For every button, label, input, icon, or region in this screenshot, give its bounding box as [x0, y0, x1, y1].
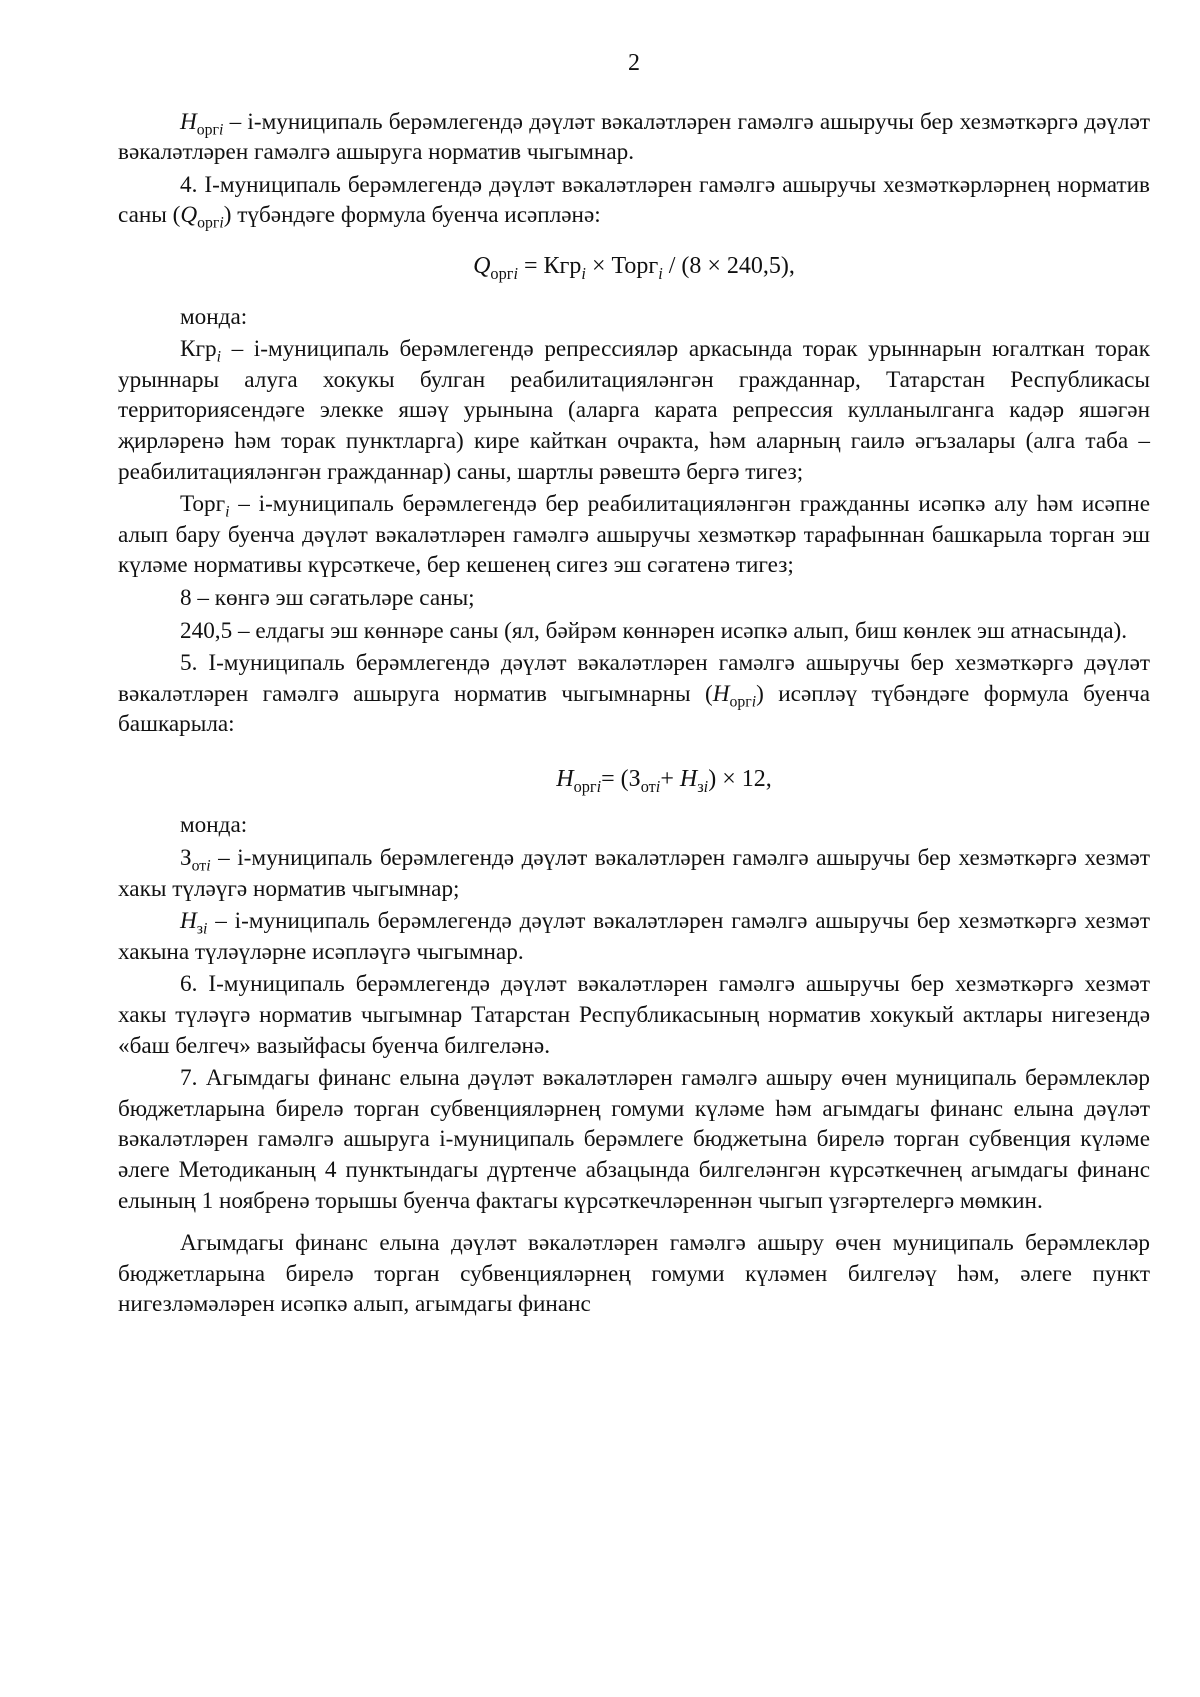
formula-q-org: $Q_{оргi} = Кгр_i$ × Торг$_i$ / (8 × 240,5),	[473, 252, 795, 283]
paragraph-item-7-continuation: Агымдагы финанс елына дәүләт вәкаләтләрен гамәлгә ашыру өчен муниципаль берәмлекләр бюджетларына бирелә торган субвенцияләрнең гомуми күләмен билгеләү һәм, әлеге пункт нигезләмәләрен исәпкә алып, агымдагы финанс	[118, 1230, 1150, 1318]
subscript-org: оргi	[197, 215, 224, 233]
paragraph-item-6: 6. I-муниципаль берәмлегендә дәүләт вәкаләтләрен гамәлгә ашыручы бер хезмәткәргә хезмәт хакы түләүгә норматив чыгымнар Татарстан Республикасының норматив хокукый актлары нигезендә «баш белгеч» вазыйфасы буенча билгеләнә.	[118, 971, 1150, 1059]
paragraph-item-7: 7. Агымдагы финанс елына дәүләт вәкаләтләрен гамәлгә ашыру өчен муниципаль берәмлекләр бюджетларына бирелә торган субвенцияләрнең гомуми күләме һәм агымдагы финанс елына дәүләт вәкаләтләрен гамәлгә ашыруга i-муниципаль берәмлеге бюджетына бирелә торган субвенция күләме әлеге Методиканың 4 пунктындагы дүртенче абзацында билгеләнгән күрсәткечнең агымдагы финанс елының 1 ноябренә торышы буенча фактагы күрсәткечләреннән чыгып үзгәртелергә мөмкин.	[118, 1065, 1150, 1214]
document-page	[118, 48, 1150, 1322]
paragraph-zot-definition: $З_{отi}$ – i-муниципаль берәмлегендә дәүләт вәкаләтләрен гамәлгә ашыручы бер хезмәткәргә хезмәт хакы түләүгә норматив чыгымнар;	[118, 845, 1150, 902]
label-monda: монда:	[180, 812, 248, 839]
page-number: 2	[628, 50, 640, 76]
paragraph-work-hours: 8 – көнгә эш сәгатьләре саны;	[180, 584, 475, 611]
paragraph-work-days: 240,5 – елдагы эш көннәре саны (ял, бәйрәм көннәрен исәпкә алып, биш көнлек эш атнасында).	[180, 617, 1128, 644]
formula-h-org: $H_{оргi}= (З_{отi}+ H_{зi}) \times 12$,	[556, 765, 772, 796]
paragraph-torg-definition: Торг$_i$ – i-муниципаль берәмлегендә бер реабилитацияләнгән гражданны исәпкә алу һәм исәпне алып бару буенча дәүләт вәкаләтләрен гамәлгә ашыручы хезмәткәр тарафыннан башкарыла торган эш күләме нормативы күрсәткече, бер кешенең сигез эш сәгатенә тигез;	[118, 491, 1150, 579]
symbol-h: H	[180, 108, 197, 135]
paragraph-item-4: 4. I-муниципаль берәмлегендә дәүләт вәкаләтләрен гамәлгә ашыручы хезмәткәрләрнең норматив саны $(Q_{оргi})$ түбәндәге формула буенча исәпләнә:	[118, 171, 1150, 233]
paragraph-kgr-definition: Кгр$_i$ – i-муниципаль берәмлегендә репрессияләр аркасында торак урыннарын югалткан торак урыннары алуга хокукы булган реабилитацияләнгән гражданнар, Татарстан Республикасы территориясендәге элекке яшәү урынына (аларга карата репрессия кулланылганга кадәр яшәгән җирләренә һәм торак пунктларга) кире кайткан очракта, һәм аларның гаилә әгъзалары (алга таба – реабилитацияләнгән гражданнар) саны, шартлы рәвештә бергә тигез;	[118, 336, 1150, 485]
subscript-org: оргi	[196, 121, 224, 139]
paragraph-item-5: 5. I-муниципаль берәмлегендә дәүләт вәкаләтләрен гамәлгә ашыручы бер хезмәткәргә дәүләт вәкаләтләрен гамәлгә ашыруга норматив чыгымнарны $(H_{оргi})$ исәпләү түбәндәге формула буенча башкарыла:	[118, 650, 1150, 738]
paragraph-text: – i-муниципаль берәмлегендә дәүләт вәкаләтләрен гамәлгә ашыручы бер хезмәткәргә дәүләт вәкаләтләрен гамәлгә ашыруга норматив чыгымнар.	[118, 108, 1150, 166]
symbol-q: Q	[180, 202, 198, 229]
paragraph-hz-definition: $H_{зi}$ – i-муниципаль берәмлегендә дәүләт вәкаләтләрен гамәлгә ашыручы бер хезмәткәргә хезмәт хакына түләүләрне исәпләүгә чыгымнар.	[118, 908, 1150, 965]
label-monda: монда:	[180, 303, 248, 330]
paragraph-horg-definition	[118, 107, 1150, 168]
